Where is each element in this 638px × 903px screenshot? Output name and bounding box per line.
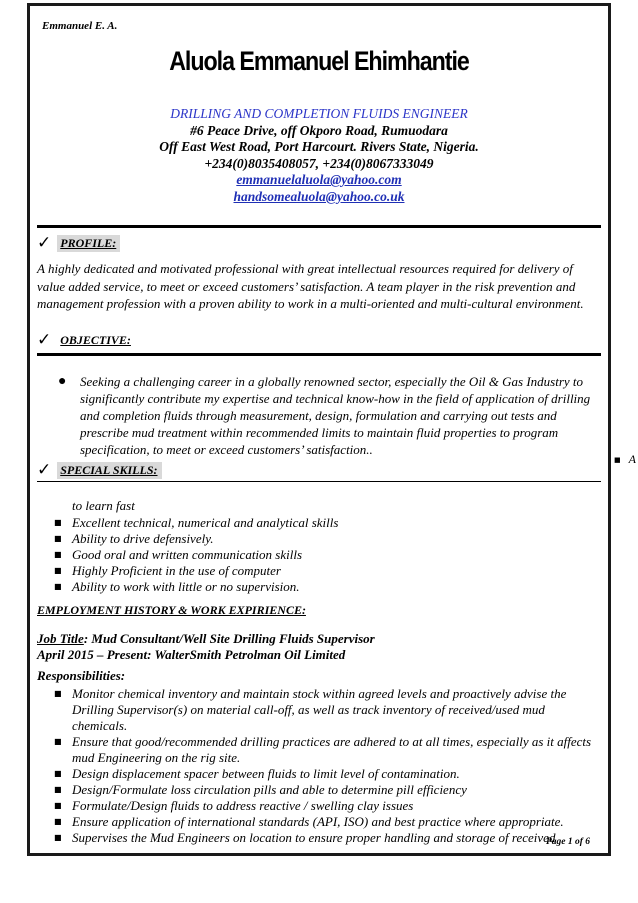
list-item: ■ Supervises the Mud Engineers on location to ensure proper handling and storage of received (54, 830, 556, 845)
skills-list (54, 515, 598, 595)
section-objective (37, 331, 135, 349)
header-short-name: Emmanuel E. A. (42, 20, 118, 32)
check-icon: ✓ (37, 330, 52, 350)
list-item: ■ Ability to drive defensively. (54, 531, 214, 546)
candidate-name: Aluola Emmanuel Ehimhantie (169, 46, 469, 76)
responsibilities-label: Responsibilities: (37, 668, 126, 683)
list-item: ■ Design/Formulate loss circulation pills and able to determine pill efficiency (54, 782, 467, 797)
section-label-special-skills: SPECIAL SKILLS: (57, 462, 161, 479)
round-bullet-icon: ● (58, 374, 67, 389)
square-bullet-icon: ■ (54, 785, 62, 794)
profile-text: A highly dedicated and motivated professional with great intellectual resources required for delivery of value added service, to meet or exceed customers’ satisfaction. A team player in the risk prevention and management profession with a proven ability to work in a multi-oriented and multi-cultural environment. (37, 261, 584, 311)
square-bullet-icon: ■ (54, 801, 62, 810)
employment-heading: EMPLOYMENT HISTORY & WORK EXPIRIENCE: (37, 603, 306, 617)
address-line-2: Off East West Road, Port Harcourt. Rivers State, Nigeria. (159, 139, 479, 154)
job-role: DRILLING AND COMPLETION FLUIDS ENGINEER (170, 106, 468, 121)
section-special-skills (37, 461, 162, 479)
page-frame (27, 3, 611, 856)
square-bullet-icon: ■ (614, 456, 621, 465)
square-bullet-icon: ■ (54, 518, 62, 527)
responsibilities-list (54, 686, 598, 846)
check-icon: ✓ (37, 460, 52, 480)
square-bullet-icon: ■ (54, 550, 62, 559)
phone-numbers: +234(0)8035408057, +234(0)8067333049 (204, 155, 434, 171)
list-item: ■ Monitor chemical inventory and maintain stock within agreed levels and proactively advise the Drilling Supervisor(s) on material call-off, as well as track inventory of received/used mud chemicals. (54, 686, 567, 733)
square-bullet-icon: ■ (54, 833, 62, 842)
list-item: ■ Highly Proficient in the use of computer (54, 563, 281, 578)
email-link-1[interactable]: emmanuelaluola@yahoo.com (236, 172, 402, 187)
divider-objective (37, 353, 601, 356)
check-icon: ✓ (37, 233, 52, 253)
section-label-profile: PROFILE: (57, 235, 120, 252)
square-bullet-icon: ■ (54, 769, 62, 778)
job-title-label: Job Title (37, 631, 84, 646)
square-bullet-icon: ■ (54, 582, 62, 591)
list-item: ■ Ensure application of international standards (API, ISO) and best practice where appropriate. (54, 814, 564, 829)
job-period: April 2015 – Present: WalterSmith Petrolman Oil Limited (37, 647, 346, 662)
square-bullet-icon: ■ (54, 689, 62, 698)
section-profile (37, 234, 120, 252)
list-item: ■ Design displacement spacer between fluids to limit level of contamination. (54, 766, 460, 781)
job-block (37, 631, 375, 663)
contact-block (30, 106, 608, 205)
divider-special-skills (37, 481, 601, 482)
skills-continued-line: to learn fast (72, 498, 135, 513)
objective-item (60, 373, 598, 458)
square-bullet-icon: ■ (54, 566, 62, 575)
square-bullet-icon: ■ (54, 534, 62, 543)
divider-profile (37, 225, 601, 228)
list-item: ■ Formulate/Design fluids to address reactive / swelling clay issues (54, 798, 414, 813)
address-line-1: #6 Peace Drive, off Okporo Road, Rumuodara (190, 122, 448, 138)
list-item: ■ Ability to work with little or no supervision. (54, 579, 300, 594)
list-item: ■ Excellent technical, numerical and analytical skills (54, 515, 339, 530)
side-fragment: ■ A (614, 452, 636, 466)
section-label-objective: OBJECTIVE: (60, 332, 131, 347)
square-bullet-icon: ■ (54, 737, 62, 746)
email-link-2[interactable]: handsomealuola@yahoo.co.uk (233, 188, 405, 204)
list-item: ■ Ensure that good/recommended drilling practices are adhered to at all times, especially as it affects mud Engineering on the rig site. (54, 734, 592, 765)
objective-text: Seeking a challenging career in a globally renowned sector, especially the Oil & Gas Industry to significantly contribute my expertise and technical know-how in the field of application of drilling and completion fluids through measurement, design, formulation and carrying out tests and prescribe mud treatment within recommended limits to maintain fluid properties to program specification, to meet or exceed customers’ satisfaction.. (80, 374, 591, 457)
square-bullet-icon: ■ (54, 817, 62, 826)
page-number: Page 1 of 6 (545, 837, 590, 847)
job-title-value: : Mud Consultant/Well Site Drilling Fluids Supervisor (83, 631, 375, 646)
list-item: ■ Good oral and written communication skills (54, 547, 303, 562)
